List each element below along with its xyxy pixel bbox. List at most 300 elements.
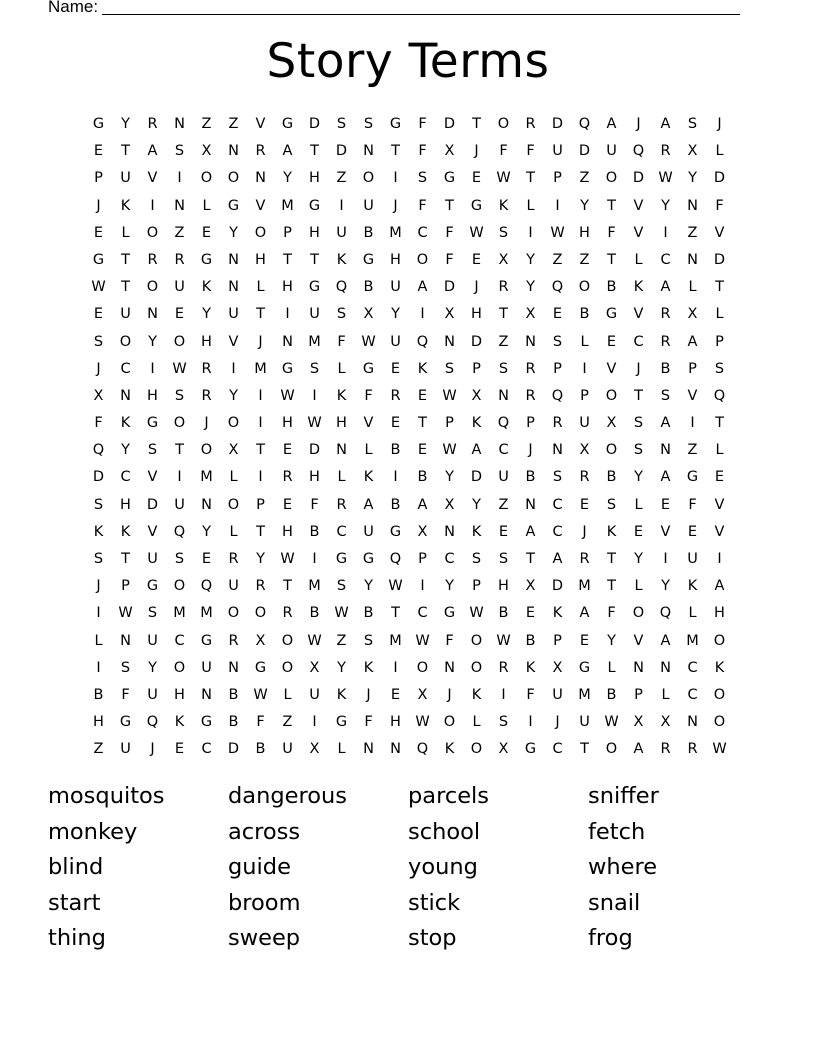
- grid-letter: N: [174, 197, 185, 214]
- grid-letter: X: [444, 306, 455, 323]
- grid-letter: S: [498, 224, 509, 241]
- grid-letter: R: [687, 741, 698, 758]
- grid-letter: P: [256, 496, 265, 513]
- grid-letter: H: [309, 469, 320, 486]
- grid-letter: F: [364, 387, 373, 404]
- grid-letter: O: [200, 170, 213, 187]
- grid-letter: G: [578, 659, 591, 676]
- grid-letter: K: [336, 251, 347, 268]
- grid-letter: C: [498, 442, 509, 459]
- grid-letter: A: [525, 523, 536, 540]
- grid-letter: Z: [174, 224, 185, 241]
- grid-letter: O: [227, 415, 240, 432]
- grid-letter: E: [579, 632, 590, 649]
- grid-letter: L: [229, 469, 238, 486]
- grid-letter: K: [417, 360, 428, 377]
- grid-letter: J: [474, 279, 479, 296]
- grid-letter: K: [336, 387, 347, 404]
- grid-letter: W: [550, 224, 565, 241]
- grid-letter: B: [309, 605, 320, 622]
- grid-letter: G: [335, 714, 348, 731]
- grid-letter: T: [526, 551, 535, 567]
- grid-letter: H: [471, 306, 482, 323]
- grid-letter: Y: [634, 469, 643, 486]
- grid-letter: R: [390, 387, 401, 404]
- grid-letter: X: [417, 523, 428, 540]
- grid-letter: F: [607, 605, 616, 622]
- grid-letter: W: [253, 686, 268, 703]
- grid-letter: O: [227, 605, 240, 622]
- grid-letter: D: [713, 170, 726, 187]
- grid-letter: I: [393, 469, 398, 486]
- grid-letter: P: [472, 360, 481, 377]
- grid-letter: I: [96, 605, 101, 622]
- grid-letter: W: [334, 605, 349, 622]
- grid-letter: U: [498, 469, 509, 486]
- grid-letter: X: [417, 686, 428, 703]
- word-bank-item: blind: [48, 854, 104, 881]
- grid-letter: A: [417, 279, 428, 296]
- grid-letter: U: [390, 279, 401, 296]
- grid-letter: S: [363, 632, 374, 649]
- grid-letter: Z: [228, 116, 239, 132]
- grid-letter: J: [258, 333, 263, 350]
- grid-letter: I: [231, 360, 236, 377]
- grid-letter: V: [633, 224, 644, 241]
- grid-letter: O: [470, 632, 483, 649]
- grid-letter: N: [687, 197, 698, 214]
- grid-letter: H: [336, 415, 347, 432]
- grid-letter: C: [417, 224, 428, 241]
- grid-letter: D: [551, 116, 564, 132]
- grid-letter: U: [147, 551, 158, 567]
- grid-letter: E: [93, 224, 104, 241]
- grid-letter: O: [713, 686, 726, 703]
- grid-letter: L: [472, 714, 481, 731]
- grid-letter: E: [498, 523, 509, 540]
- grid-letter: C: [687, 686, 698, 703]
- grid-letter: O: [632, 605, 645, 622]
- grid-letter: U: [120, 741, 131, 758]
- grid-letter: E: [201, 224, 212, 241]
- grid-letter: P: [580, 387, 589, 404]
- grid-letter: H: [390, 714, 401, 731]
- grid-letter: C: [336, 523, 347, 540]
- grid-letter: U: [552, 143, 563, 160]
- grid-letter: V: [606, 360, 617, 377]
- grid-letter: T: [445, 197, 454, 214]
- grid-letter: K: [525, 659, 536, 676]
- grid-letter: W: [361, 333, 376, 350]
- word-bank-item: snail: [588, 889, 641, 916]
- grid-letter: D: [443, 279, 456, 296]
- grid-letter: Z: [687, 224, 698, 241]
- grid-letter: U: [147, 632, 158, 649]
- grid-letter: B: [606, 686, 617, 703]
- grid-letter: A: [606, 116, 617, 132]
- grid-letter: X: [525, 306, 536, 323]
- grid-letter: Z: [579, 251, 590, 268]
- grid-letter: Y: [661, 197, 670, 214]
- grid-letter: N: [120, 632, 131, 649]
- grid-letter: Q: [578, 116, 591, 132]
- grid-letter: I: [150, 360, 155, 377]
- grid-letter: S: [552, 469, 563, 486]
- grid-letter: B: [417, 469, 428, 486]
- grid-letter: J: [393, 197, 398, 214]
- grid-letter: R: [201, 387, 212, 404]
- grid-letter: S: [336, 116, 347, 132]
- grid-letter: S: [471, 551, 482, 567]
- grid-letter: N: [228, 279, 239, 296]
- grid-letter: T: [607, 251, 616, 268]
- grid-letter: C: [687, 659, 698, 676]
- grid-letter: G: [200, 251, 213, 268]
- grid-letter: C: [417, 605, 428, 622]
- grid-letter: Y: [148, 659, 157, 676]
- grid-letter: H: [120, 496, 131, 513]
- grid-letter: F: [364, 714, 373, 731]
- grid-letter: Z: [498, 333, 509, 350]
- grid-letter: Z: [687, 442, 698, 459]
- grid-letter: I: [150, 197, 155, 214]
- name-field: [48, 0, 748, 18]
- grid-letter: Y: [688, 170, 697, 187]
- grid-letter: P: [283, 224, 292, 241]
- grid-letter: B: [228, 714, 239, 731]
- word-bank-item: thing: [48, 925, 106, 952]
- grid-letter: K: [498, 197, 509, 214]
- grid-letter: N: [228, 143, 239, 160]
- grid-letter: C: [552, 496, 563, 513]
- grid-letter: Y: [661, 578, 670, 595]
- grid-letter: S: [498, 360, 509, 377]
- grid-letter: U: [282, 741, 293, 758]
- word-bank-item: school: [408, 818, 481, 845]
- grid-letter: F: [310, 496, 319, 513]
- grid-letter: U: [363, 523, 374, 540]
- grid-letter: N: [498, 387, 509, 404]
- grid-letter: A: [147, 143, 158, 160]
- grid-letter: U: [390, 333, 401, 350]
- grid-letter: X: [363, 306, 374, 323]
- grid-letter: B: [498, 605, 509, 622]
- grid-letter: T: [607, 551, 616, 567]
- grid-letter: O: [470, 659, 483, 676]
- grid-letter: S: [660, 387, 671, 404]
- grid-letter: G: [200, 714, 213, 731]
- grid-letter: T: [418, 415, 427, 432]
- word-bank: [48, 779, 768, 957]
- grid-letter: T: [634, 387, 643, 404]
- grid-letter: W: [91, 279, 106, 296]
- grid-letter: R: [498, 659, 509, 676]
- grid-letter: N: [687, 714, 698, 731]
- grid-letter: E: [93, 143, 104, 160]
- grid-letter: S: [606, 496, 617, 513]
- word-bank-item: broom: [228, 889, 301, 916]
- grid-letter: K: [120, 197, 131, 214]
- grid-letter: V: [147, 469, 158, 486]
- grid-letter: G: [524, 741, 537, 758]
- grid-letter: G: [605, 306, 618, 323]
- grid-letter: E: [390, 686, 401, 703]
- grid-letter: I: [312, 551, 317, 567]
- grid-letter: J: [150, 741, 155, 758]
- grid-letter: N: [282, 333, 293, 350]
- word-bank-item: guide: [228, 854, 291, 881]
- grid-letter: D: [227, 741, 240, 758]
- grid-letter: I: [501, 686, 506, 703]
- grid-letter: T: [175, 442, 184, 459]
- grid-letter: G: [281, 116, 294, 132]
- grid-letter: N: [201, 496, 212, 513]
- grid-letter: V: [660, 523, 671, 540]
- grid-letter: R: [282, 605, 293, 622]
- grid-letter: S: [444, 360, 455, 377]
- grid-letter: N: [633, 659, 644, 676]
- grid-letter: S: [147, 442, 158, 459]
- grid-letter: H: [174, 686, 185, 703]
- grid-letter: L: [580, 333, 589, 350]
- grid-letter: H: [282, 523, 293, 540]
- grid-letter: Y: [229, 387, 238, 404]
- grid-letter: B: [363, 605, 374, 622]
- grid-letter: T: [121, 251, 130, 268]
- grid-letter: W: [496, 632, 511, 649]
- grid-letter: B: [606, 469, 617, 486]
- grid-letter: K: [471, 686, 482, 703]
- grid-letter: O: [578, 279, 591, 296]
- grid-letter: U: [579, 714, 590, 731]
- grid-letter: A: [282, 143, 293, 160]
- grid-letter: X: [201, 143, 212, 160]
- grid-letter: B: [579, 306, 590, 323]
- grid-letter: N: [660, 659, 671, 676]
- grid-letter: W: [415, 714, 430, 731]
- grid-letter: V: [255, 197, 266, 214]
- grid-letter: T: [715, 279, 724, 296]
- grid-letter: R: [498, 279, 509, 296]
- grid-letter: S: [633, 442, 644, 459]
- grid-letter: W: [469, 605, 484, 622]
- grid-letter: W: [604, 714, 619, 731]
- grid-letter: O: [605, 741, 618, 758]
- grid-letter: U: [201, 659, 212, 676]
- grid-letter: P: [715, 333, 724, 350]
- grid-letter: G: [200, 632, 213, 649]
- grid-letter: I: [393, 170, 398, 187]
- grid-letter: Y: [229, 224, 238, 241]
- grid-letter: X: [660, 714, 671, 731]
- grid-letter: R: [174, 251, 185, 268]
- grid-letter: S: [120, 659, 131, 676]
- grid-letter: B: [525, 632, 536, 649]
- grid-letter: E: [93, 306, 104, 323]
- grid-letter: S: [687, 116, 698, 132]
- grid-letter: F: [445, 632, 454, 649]
- grid-letter: Z: [93, 741, 104, 758]
- grid-letter: O: [200, 442, 213, 459]
- grid-letter: I: [258, 415, 263, 432]
- grid-letter: H: [498, 578, 509, 595]
- grid-letter: I: [258, 469, 263, 486]
- grid-letter: B: [660, 360, 671, 377]
- grid-letter: A: [633, 741, 644, 758]
- grid-letter: J: [474, 143, 479, 160]
- grid-letter: D: [335, 143, 348, 160]
- grid-letter: V: [363, 415, 374, 432]
- grid-letter: Z: [282, 714, 293, 731]
- grid-letter: E: [525, 605, 536, 622]
- grid-letter: K: [363, 469, 374, 486]
- grid-letter: I: [663, 551, 668, 567]
- grid-letter: U: [309, 686, 320, 703]
- grid-letter: L: [661, 686, 670, 703]
- grid-letter: T: [256, 523, 265, 540]
- grid-letter: N: [363, 143, 374, 160]
- grid-letter: O: [173, 578, 186, 595]
- grid-letter: P: [94, 170, 103, 187]
- grid-letter: F: [607, 224, 616, 241]
- grid-letter: E: [390, 415, 401, 432]
- grid-letter: S: [336, 578, 347, 595]
- grid-letter: C: [120, 469, 131, 486]
- word-bank-item: monkey: [48, 818, 138, 845]
- grid-letter: N: [174, 116, 185, 132]
- grid-letter: O: [173, 659, 186, 676]
- grid-letter: R: [579, 551, 590, 567]
- grid-letter: O: [362, 170, 375, 187]
- grid-letter: G: [362, 251, 375, 268]
- grid-letter: T: [121, 279, 130, 296]
- grid-letter: S: [336, 306, 347, 323]
- grid-letter: I: [177, 170, 182, 187]
- grid-letter: I: [96, 659, 101, 676]
- grid-letter: H: [714, 605, 725, 622]
- grid-letter: Q: [416, 333, 429, 350]
- grid-letter: F: [121, 686, 130, 703]
- grid-letter: S: [498, 551, 509, 567]
- grid-letter: F: [256, 714, 265, 731]
- word-bank-item: dangerous: [228, 783, 347, 809]
- grid-letter: P: [688, 360, 697, 377]
- grid-letter: J: [96, 360, 101, 377]
- grid-letter: L: [337, 469, 346, 486]
- grid-letter: C: [552, 523, 563, 540]
- grid-letter: B: [363, 224, 374, 241]
- grid-letter: K: [201, 279, 212, 296]
- grid-letter: E: [201, 551, 212, 567]
- grid-letter: L: [634, 496, 643, 513]
- grid-letter: S: [714, 360, 725, 377]
- grid-letter: G: [308, 197, 321, 214]
- grid-letter: I: [663, 224, 668, 241]
- grid-letter: X: [687, 306, 698, 323]
- grid-letter: W: [658, 170, 673, 187]
- grid-letter: D: [92, 469, 105, 486]
- grid-letter: R: [660, 741, 671, 758]
- grid-letter: A: [660, 469, 671, 486]
- grid-letter: U: [228, 578, 239, 595]
- grid-letter: U: [174, 496, 185, 513]
- grid-letter: G: [362, 551, 375, 567]
- word-bank-item: sweep: [228, 925, 301, 952]
- grid-letter: S: [309, 360, 320, 377]
- grid-letter: P: [553, 360, 562, 377]
- word-bank-item: frog: [588, 925, 633, 952]
- grid-letter: I: [420, 578, 425, 595]
- grid-letter: X: [309, 659, 320, 676]
- grid-letter: W: [442, 387, 457, 404]
- grid-letter: W: [280, 387, 295, 404]
- grid-letter: I: [285, 306, 290, 323]
- grid-letter: E: [417, 442, 428, 459]
- grid-letter: R: [147, 251, 158, 268]
- grid-letter: S: [93, 551, 104, 567]
- grid-letter: A: [660, 415, 671, 432]
- grid-letter: B: [255, 741, 266, 758]
- grid-letter: I: [582, 360, 587, 377]
- grid-letter: T: [310, 143, 319, 160]
- grid-letter: C: [633, 333, 644, 350]
- grid-letter: C: [201, 741, 212, 758]
- grid-letter: Y: [202, 306, 211, 323]
- grid-letter: Y: [472, 496, 481, 513]
- grid-letter: T: [607, 197, 616, 214]
- grid-letter: M: [578, 578, 591, 595]
- grid-letter: X: [471, 387, 482, 404]
- grid-letter: G: [92, 251, 105, 268]
- grid-letter: S: [174, 387, 185, 404]
- grid-letter: O: [416, 251, 429, 268]
- grid-letter: L: [202, 197, 211, 214]
- grid-letter: Q: [713, 387, 726, 404]
- grid-letter: R: [201, 360, 212, 377]
- grid-letter: Y: [364, 578, 373, 595]
- grid-letter: N: [525, 333, 536, 350]
- grid-letter: Z: [336, 632, 347, 649]
- grid-letter: N: [444, 523, 455, 540]
- grid-letter: T: [472, 116, 481, 132]
- grid-letter: G: [119, 714, 132, 731]
- grid-letter: M: [281, 197, 294, 214]
- grid-letter: R: [147, 116, 158, 132]
- grid-letter: N: [228, 659, 239, 676]
- grid-letter: S: [174, 143, 185, 160]
- grid-letter: V: [228, 333, 239, 350]
- grid-letter: F: [445, 224, 454, 241]
- grid-letter: W: [280, 551, 295, 567]
- grid-letter: X: [552, 659, 563, 676]
- grid-letter: R: [525, 360, 536, 377]
- grid-letter: K: [606, 523, 617, 540]
- grid-letter: I: [258, 387, 263, 404]
- grid-letter: N: [660, 442, 671, 459]
- grid-letter: D: [470, 469, 483, 486]
- grid-letter: H: [282, 415, 293, 432]
- grid-letter: C: [120, 360, 131, 377]
- grid-letter: Y: [148, 333, 157, 350]
- grid-letter: Q: [200, 578, 213, 595]
- grid-letter: A: [417, 496, 428, 513]
- grid-letter: X: [444, 143, 455, 160]
- grid-letter: P: [121, 578, 130, 595]
- grid-letter: T: [715, 415, 724, 432]
- grid-letter: O: [281, 659, 294, 676]
- grid-letter: Q: [497, 415, 510, 432]
- grid-letter: R: [660, 306, 671, 323]
